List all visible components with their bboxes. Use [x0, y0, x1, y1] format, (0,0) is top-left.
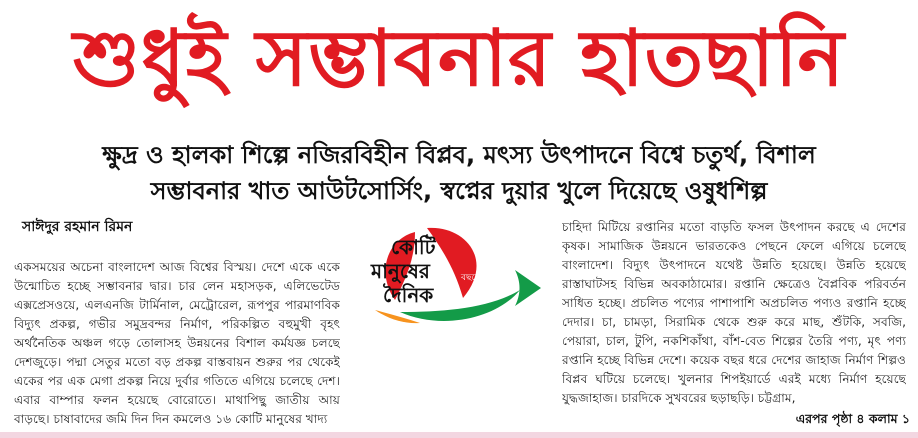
continuation-link[interactable]: এরপর পৃষ্ঠা ৪ কলাম ১ — [795, 411, 910, 426]
subheadline-line-1: ক্ষুদ্র ও হালকা শিল্পে নজিরবিহীন বিপ্লব, মৎস্য উৎপাদনে বিশ্বে চতুর্থ, বিশাল — [102, 141, 816, 169]
subheadline-line-2: সম্ভাবনার খাত আউটসোর্সিং, স্বপ্নের দুয়ার খুলে দিয়েছে ওষুধশিল্প — [150, 177, 768, 205]
logo-word-dainik: দৈনিক — [383, 283, 434, 307]
byline: সাঈদুর রহমান রিমন — [22, 219, 133, 235]
anniversary-logo — [345, 220, 550, 330]
anniversary-logo-graphic — [345, 220, 550, 330]
bottom-strip — [0, 432, 918, 438]
article-column-right: চাহিদা মিটিয়ে রপ্তানির মতো বাড়তি ফসল উৎপাদন করছে এ দেশের কৃষক। সামাজিক উন্নয়নে ভারতকেও পেছনে ফেলে এগিয়ে চলেছে বাংলাদেশ। বিদ্যুৎ উৎপাদনে যথেষ্ট উন্নতি হয়েছে। উন্নতি হয়েছে রাস্তাঘাটসহ বিভিন্ন অবকাঠামোর। রপ্তানি ক্ষেত্রেও বৈপ্লবিক পরিবর্তন সাধিত হচ্ছে। প্রচলিত পণ্যের পাশাপাশি অপ্রচলিত পণ্যও রপ্তানি হচ্ছে দেদার। চা, চামড়া, সিরামিক থেকে শুরু করে মাছ, শুঁটকি, সবজি, পেয়ারা, চাল, টুপি, নকশিকাঁথা, বাঁশ-বেত শিল্পের তৈরি পণ্য, মৃৎ পণ্য রপ্তানি হচ্ছে বিভিন্ন দেশে। কয়েক বছর ধরে দেশের জাহাজ নির্মাণ শিল্পও বিপ্লব ঘটিয়ে চলেছে। খুলনার শিপইয়ার্ডে এরই মধ্যে নির্মাণ হয়েছে যুদ্ধজাহাজ। চারদিকে সুখবরের ছড়াছড়ি। চট্টগ্রাম, — [562, 220, 906, 405]
logo-word-manusher: মানুষের — [371, 259, 430, 283]
logo-arrow-icon — [515, 270, 541, 306]
logo-word-koti: কোটি — [391, 235, 436, 259]
logo-tagline: বছরে পদার্পণ — [461, 273, 508, 283]
headline: শুধুই সম্ভাবনার হাতছানি — [73, 14, 845, 104]
article-column-left: একসময়ের অচেনা বাংলাদেশ আজ বিশ্বের বিস্ময়। দেশে একে একে উন্মোচিত হচ্ছে সম্ভাবনার দ্বার। চার লেন মহাসড়ক, এলিভেটেড এক্সপ্রেসওয়ে, এলএনজি টার্মিনাল, মেট্রোরেল, রূপপুর পারমাণবিক বিদ্যুৎ প্রকল্প, গভীর সমুদ্রবন্দর নির্মাণ, পরিকল্পিত বহুমুখী বৃহৎ অর্থনৈতিক অঞ্চল গড়ে তোলাসহ উন্নয়নের বিশাল কর্মযজ্ঞ চলছে দেশজুড়ে। পদ্মা সেতুর মতো বড় প্রকল্প বাস্তবায়ন শুরুর পর থেকেই একের পর এক মেগা প্রকল্প নিয়ে দুর্বার গতিতে এগিয়ে চলেছে দেশ। এবার বাম্পার ফলন হয়েছে বোরোতে। মাথাপিছু জাতীয় আয় বাড়ছে। চাষাবাদের জমি দিন দিন কমলেও ১৬ কোটি মানুষের খাদ্য — [14, 260, 340, 426]
